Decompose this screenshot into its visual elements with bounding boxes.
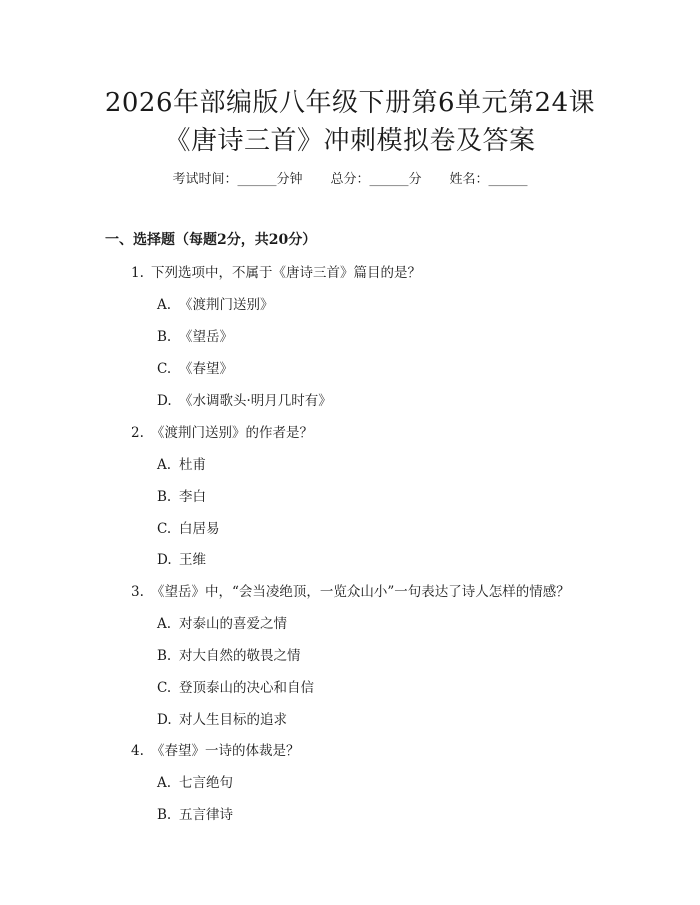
question-text: 《春望》一诗的体裁是？ [151,743,300,759]
option-text: 杜甫 [179,457,206,473]
option-label: B. [157,329,172,345]
option-1c [157,357,233,377]
option-3d [157,708,287,728]
option-text: 对泰山的喜爱之情 [179,616,287,632]
option-1b [157,325,233,345]
option-label: B. [157,648,172,664]
option-label: A. [157,297,172,313]
option-label: D. [157,393,172,409]
option-text: 七言绝句 [179,775,233,791]
option-label: A. [157,775,172,791]
option-2a [157,453,206,473]
exam-score: 总分：______分 [330,172,422,187]
option-text: 对人生目标的追求 [179,712,287,728]
option-label: B. [157,489,172,505]
question-number: 2. [131,425,144,441]
question-1 [131,261,421,281]
page-title-line2: 《唐诗三首》冲刺模拟卷及答案 [164,126,536,156]
option-label: A. [157,616,172,632]
option-4b [157,803,233,823]
option-label: C. [157,680,172,696]
option-2c [157,517,220,537]
option-text: 王维 [179,552,206,568]
option-text: 《春望》 [179,361,233,377]
option-3b [157,644,301,664]
option-label: D. [157,712,172,728]
question-text: 《望岳》中，“会当凌绝顶，一览众山小”一句表达了诗人怎样的情感？ [151,584,570,600]
section-heading: 一、选择题（每题2分，共20分） [105,232,317,248]
question-number: 4. [131,743,144,759]
option-text: 《渡荆门送别》 [179,297,274,313]
option-text: 李白 [179,489,206,505]
option-text: 五言律诗 [179,807,233,823]
option-text: 白居易 [179,521,220,537]
question-2 [131,421,313,441]
option-text: 登顶泰山的决心和自信 [179,680,314,696]
option-text: 《望岳》 [179,329,233,345]
question-text: 下列选项中，不属于《唐诗三首》篇目的是？ [151,265,421,281]
option-text: 《水调歌头·明月几时有》 [179,393,332,409]
question-text: 《渡荆门送别》的作者是？ [151,425,313,441]
option-2d [157,548,206,568]
option-2b [157,485,206,505]
option-label: A. [157,457,172,473]
question-4 [131,739,300,759]
option-3a [157,612,287,632]
option-label: B. [157,807,172,823]
option-label: C. [157,521,172,537]
exam-time: 考试时间：______分钟 [172,172,303,187]
option-1d [157,389,332,409]
option-label: C. [157,361,172,377]
option-1a [157,293,274,313]
question-number: 3. [131,584,144,600]
option-4a [157,771,233,791]
question-3 [131,580,570,600]
exam-info [0,168,700,187]
option-label: D. [157,552,172,568]
question-number: 1. [131,265,144,281]
page-title-line1: 2026年部编版八年级下册第6单元第24课 [104,88,596,118]
exam-name: 姓名：______ [449,172,528,187]
option-text: 对大自然的敬畏之情 [179,648,301,664]
option-3c [157,676,314,696]
